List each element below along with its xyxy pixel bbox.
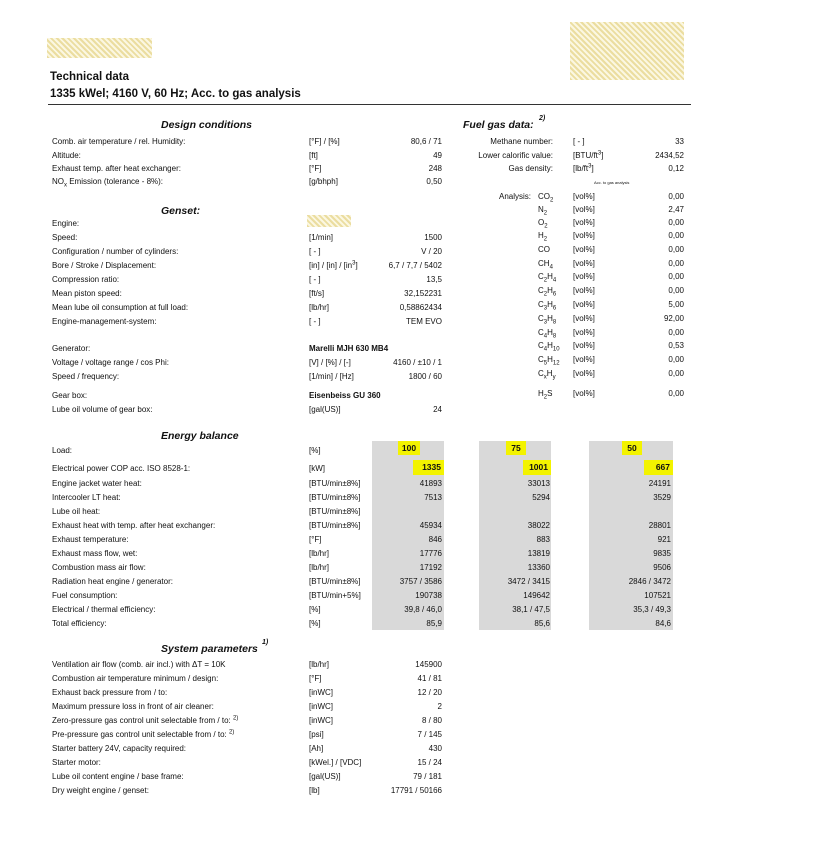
design-row-value: 0,50 xyxy=(426,177,442,186)
energy-row-value: 13819 xyxy=(527,549,550,558)
energy-heading: Energy balance xyxy=(161,430,239,442)
energy-row-value: 7513 xyxy=(424,493,442,502)
design-row-value: 80,6 / 71 xyxy=(410,137,442,146)
system-row-label: Combustion air temperature minimum / design: xyxy=(52,674,219,683)
power-value: 1001 xyxy=(523,460,551,475)
system-row-value: 7 / 145 xyxy=(417,730,442,739)
fuel-note: 2) xyxy=(539,115,546,122)
gas-component-unit: [vol%] xyxy=(573,341,595,350)
system-row-label: Exhaust back pressure from / to: xyxy=(52,688,168,697)
design-heading: Design conditions xyxy=(161,119,253,131)
energy-row-value: 3472 / 3415 xyxy=(507,577,550,586)
genset-row-label: Lube oil volume of gear box: xyxy=(52,405,153,414)
genset-row-label: Mean lube oil consumption at full load: xyxy=(52,303,189,312)
energy-row-value: 883 xyxy=(536,535,550,544)
genset-row-label: Compression ratio: xyxy=(52,275,120,284)
gas-component: $C_3H_8$ xyxy=(538,314,557,326)
energy-row-value: 35,3 / 49,3 xyxy=(633,605,671,614)
genset-row-label: Mean piston speed: xyxy=(52,289,122,298)
energy-row-value: 2846 / 3472 xyxy=(628,577,671,586)
design-row-unit: [°F] / [%] xyxy=(309,137,340,146)
fuel-row-value: 0,12 xyxy=(668,164,684,173)
genset-row-value: 4160 / ±10 / 1 xyxy=(393,358,442,367)
gas-component: $C_2H_4$ xyxy=(538,272,557,284)
fuel-row-label: Lower calorific value: xyxy=(478,151,553,160)
system-row-label: Zero-pressure gas control unit selectable from / to: $^{2)}$ xyxy=(52,715,239,725)
gas-component: $O_2$ xyxy=(538,218,548,230)
gas-component-unit: [vol%] xyxy=(573,192,595,201)
genset-row-label: Engine: xyxy=(52,219,80,228)
energy-row-value: 3529 xyxy=(653,493,671,502)
gas-component: $H_2$ xyxy=(538,231,548,243)
energy-row-unit: [BTU/min+5%] xyxy=(309,591,361,600)
energy-row-unit: [lb/hr] xyxy=(309,563,330,572)
gas-component-unit: [vol%] xyxy=(573,259,595,268)
system-row-value: 2 xyxy=(437,702,442,711)
system-row-unit: [gal(US)] xyxy=(309,772,341,781)
gas-component: $C_xH_y$ xyxy=(538,369,556,381)
energy-row-label: Engine jacket water heat: xyxy=(52,479,142,488)
gas-component: $C_2H_6$ xyxy=(538,286,557,298)
analysis-label: Analysis: xyxy=(499,192,532,201)
genset-row-unit: [lb/hr] xyxy=(309,303,330,312)
gas-component-value: 5,00 xyxy=(668,300,684,309)
gas-component: $CH_4$ xyxy=(538,259,553,271)
gas-component-unit: [vol%] xyxy=(573,231,595,240)
gas-component-unit: [vol%] xyxy=(573,205,595,214)
genset-row-unit: [ft/s] xyxy=(309,289,325,298)
system-row-value: 12 / 20 xyxy=(417,688,442,697)
gas-component: $H_2S$ xyxy=(538,389,553,401)
system-row-value: 15 / 24 xyxy=(417,758,442,767)
fuel-row-unit: [ - ] xyxy=(573,137,585,146)
gas-component-unit: [vol%] xyxy=(573,286,595,295)
genset-row-unit: [gal(US)] xyxy=(309,405,341,414)
energy-row-label: Total efficiency: xyxy=(52,619,107,628)
system-note: 1) xyxy=(262,639,269,646)
genset-row-unit: Marelli MJH 630 MB4 xyxy=(309,344,389,353)
design-row-unit: [ft] xyxy=(309,151,318,160)
gas-component-value: 92,00 xyxy=(663,314,684,323)
gas-component-value: 0,00 xyxy=(668,218,684,227)
page-subtitle: 1335 kWel; 4160 V, 60 Hz; Acc. to gas analysis xyxy=(50,88,301,100)
energy-row-label: Electrical / thermal efficiency: xyxy=(52,605,156,614)
gas-component: $N_2$ xyxy=(538,205,548,217)
energy-row-value: 84,6 xyxy=(655,619,671,628)
fuel-heading: Fuel gas data: xyxy=(463,119,534,131)
energy-row-label: Lube oil heat: xyxy=(52,507,101,516)
gas-component-value: 0,00 xyxy=(668,355,684,364)
system-row-unit: [kWel.] / [VDC] xyxy=(309,758,362,767)
gas-component: $C_4H_{10}$ xyxy=(538,341,560,353)
energy-row-value: 39,8 / 46,0 xyxy=(404,605,442,614)
system-row-unit: [Ah] xyxy=(309,744,324,753)
energy-row-value: 28801 xyxy=(648,521,671,530)
power-value: 667 xyxy=(644,460,673,475)
energy-row-value: 33013 xyxy=(527,479,550,488)
energy-row-unit: [°F] xyxy=(309,535,322,544)
design-row-label: $NO_x$ Emission (tolerance - 8%): xyxy=(52,177,164,189)
fuel-row-label: Gas density: xyxy=(508,164,553,173)
gas-component-unit: [vol%] xyxy=(573,389,595,398)
gas-component: $C_3H_6$ xyxy=(538,300,557,312)
fuel-row-value: 33 xyxy=(675,137,684,146)
system-row-unit: [lb] xyxy=(309,786,320,795)
system-row-label: Lube oil content engine / base frame: xyxy=(52,772,184,781)
system-row-unit: [psi] xyxy=(309,730,324,739)
system-row-unit: [inWC] xyxy=(309,702,333,711)
gas-component-unit: [vol%] xyxy=(573,314,595,323)
genset-row-unit: Eisenbeiss GU 360 xyxy=(309,391,381,400)
system-row-label: Ventilation air flow (comb. air incl.) with ΔT = 10K xyxy=(52,660,226,669)
energy-row-value: 3757 / 3586 xyxy=(399,577,442,586)
genset-row-label: Gear box: xyxy=(52,391,88,400)
system-row-unit: [lb/hr] xyxy=(309,660,330,669)
gas-component-value: 0,00 xyxy=(668,369,684,378)
gas-component-unit: [vol%] xyxy=(573,300,595,309)
energy-row-value: 38,1 / 47,5 xyxy=(512,605,550,614)
energy-row-value: 41893 xyxy=(419,479,442,488)
genset-row-value: 13,5 xyxy=(426,275,442,284)
energy-row-value: 149642 xyxy=(523,591,550,600)
genset-row-value: 24 xyxy=(433,405,442,414)
title-divider xyxy=(48,104,691,105)
genset-row-value: 32,152231 xyxy=(404,289,442,298)
genset-row-unit: [ - ] xyxy=(309,247,321,256)
design-row-label: Exhaust temp. after heat exchanger: xyxy=(52,164,181,173)
gas-component-value: 0,00 xyxy=(668,328,684,337)
system-row-label: Starter motor: xyxy=(52,758,101,767)
gas-component-unit: [vol%] xyxy=(573,328,595,337)
load-value: 50 xyxy=(622,441,642,455)
gas-component-value: 0,00 xyxy=(668,389,684,398)
power-value: 1335 xyxy=(413,460,444,475)
energy-row-value: 107521 xyxy=(644,591,671,600)
design-row-unit: [g/bhph] xyxy=(309,177,338,186)
genset-row-unit: [V] / [%] / [-] xyxy=(309,358,351,367)
genset-row-value: 1500 xyxy=(424,233,442,242)
energy-row-label: Radiation heat engine / generator: xyxy=(52,577,173,586)
engine-stamp xyxy=(307,215,351,227)
system-row-value: 79 / 181 xyxy=(413,772,442,781)
fuel-row-label: Methane number: xyxy=(490,137,553,146)
energy-row-label: Exhaust temperature: xyxy=(52,535,129,544)
system-row-value: 41 / 81 xyxy=(417,674,442,683)
energy-row-label: Exhaust heat with temp. after heat exchanger: xyxy=(52,521,216,530)
design-row-label: Comb. air temperature / rel. Humidity: xyxy=(52,137,186,146)
load-unit: [%] xyxy=(309,446,321,455)
system-row-label: Starter battery 24V, capacity required: xyxy=(52,744,186,753)
energy-row-value: 17192 xyxy=(419,563,442,572)
design-row-label: Altitude: xyxy=(52,151,81,160)
energy-row-label: Combustion mass air flow: xyxy=(52,563,146,572)
power-unit: [kW] xyxy=(309,464,325,473)
gas-component-value: 0,00 xyxy=(668,259,684,268)
energy-row-value: 13360 xyxy=(527,563,550,572)
energy-row-value: 38022 xyxy=(527,521,550,530)
gas-component-value: 0,00 xyxy=(668,272,684,281)
energy-row-unit: [%] xyxy=(309,605,321,614)
fuel-row-unit: $[lb/ft^3]$ xyxy=(573,163,594,173)
energy-row-value: 85,6 xyxy=(534,619,550,628)
fuel-small-note: Acc. to gas analysis xyxy=(594,180,630,185)
energy-row-value: 17776 xyxy=(419,549,442,558)
gas-component: $C_5H_{12}$ xyxy=(538,355,560,367)
design-row-value: 49 xyxy=(433,151,442,160)
system-row-value: 17791 / 50166 xyxy=(390,786,442,795)
energy-row-label: Intercooler LT heat: xyxy=(52,493,121,502)
gas-component-value: 0,00 xyxy=(668,192,684,201)
load-label: Load: xyxy=(52,446,73,455)
system-row-unit: [inWC] xyxy=(309,716,333,725)
genset-row-value: 1800 / 60 xyxy=(408,372,442,381)
fuel-row-unit: $[BTU/ft^3]$ xyxy=(573,150,604,160)
gas-component-value: 0,00 xyxy=(668,245,684,254)
energy-row-value: 190738 xyxy=(415,591,442,600)
genset-row-unit: $[in] / [in] / [in^3]$ xyxy=(309,260,358,270)
energy-row-value: 921 xyxy=(657,535,671,544)
genset-row-unit: [ - ] xyxy=(309,317,321,326)
page-title: Technical data xyxy=(50,71,130,83)
logo-stamp-right xyxy=(570,22,684,80)
energy-row-value: 9835 xyxy=(653,549,671,558)
system-row-value: 145900 xyxy=(415,660,442,669)
genset-row-value: TEM EVO xyxy=(405,317,442,326)
gas-component-value: 2,47 xyxy=(668,205,684,214)
energy-row-unit: [lb/hr] xyxy=(309,549,330,558)
energy-row-unit: [BTU/min±8%] xyxy=(309,493,361,502)
genset-row-label: Generator: xyxy=(52,344,91,353)
energy-row-value: 85,9 xyxy=(426,619,442,628)
gas-component-unit: [vol%] xyxy=(573,218,595,227)
system-row-unit: [inWC] xyxy=(309,688,333,697)
energy-row-unit: [%] xyxy=(309,619,321,628)
energy-row-unit: [BTU/min±8%] xyxy=(309,507,361,516)
gas-component-unit: [vol%] xyxy=(573,355,595,364)
gas-component-unit: [vol%] xyxy=(573,272,595,281)
genset-row-value: 6,7 / 7,7 / 5402 xyxy=(388,261,442,270)
system-row-label: Dry weight engine / genset: xyxy=(52,786,149,795)
energy-row-label: Exhaust mass flow, wet: xyxy=(52,549,138,558)
energy-row-unit: [BTU/min±8%] xyxy=(309,479,361,488)
load-value: 100 xyxy=(398,441,420,455)
energy-row-unit: [BTU/min±8%] xyxy=(309,521,361,530)
energy-row-value: 24191 xyxy=(648,479,671,488)
power-label: Electrical power COP acc. ISO 8528-1: xyxy=(52,464,191,473)
genset-row-label: Speed / frequency: xyxy=(52,372,120,381)
logo-stamp-left xyxy=(47,38,152,58)
genset-row-unit: [1/min] xyxy=(309,233,334,242)
system-heading: System parameters xyxy=(161,643,258,655)
system-row-unit: [°F] xyxy=(309,674,322,683)
genset-heading: Genset: xyxy=(161,205,201,217)
gas-component: CO xyxy=(538,245,550,254)
gas-component: $CO_2$ xyxy=(538,192,554,204)
energy-row-value: 5294 xyxy=(532,493,550,502)
genset-row-value: 0,58862434 xyxy=(399,303,442,312)
system-row-label: Pre-pressure gas control unit selectable from / to: $^{2)}$ xyxy=(52,729,235,739)
gas-component: $C_4H_8$ xyxy=(538,328,557,340)
energy-row-value: 45934 xyxy=(419,521,442,530)
gas-component-value: 0,53 xyxy=(668,341,684,350)
energy-row-value: 846 xyxy=(428,535,442,544)
energy-row-unit: [BTU/min±8%] xyxy=(309,577,361,586)
load-value: 75 xyxy=(506,441,526,455)
genset-row-unit: [ - ] xyxy=(309,275,321,284)
gas-component-value: 0,00 xyxy=(668,286,684,295)
gas-component-unit: [vol%] xyxy=(573,245,595,254)
genset-row-label: Engine-management-system: xyxy=(52,317,157,326)
system-row-label: Maximum pressure loss in front of air cleaner: xyxy=(52,702,214,711)
genset-row-label: Speed: xyxy=(52,233,78,242)
energy-row-label: Fuel consumption: xyxy=(52,591,118,600)
gas-component-unit: [vol%] xyxy=(573,369,595,378)
system-row-value: 8 / 80 xyxy=(421,716,442,725)
fuel-row-value: 2434,52 xyxy=(655,151,684,160)
design-row-value: 248 xyxy=(428,164,442,173)
genset-row-value: V / 20 xyxy=(421,247,442,256)
gas-component-value: 0,00 xyxy=(668,231,684,240)
energy-row-value: 9506 xyxy=(653,563,671,572)
genset-row-unit: [1/min] / [Hz] xyxy=(309,372,354,381)
genset-row-label: Voltage / voltage range / cos Phi: xyxy=(52,358,169,367)
system-row-value: 430 xyxy=(428,744,442,753)
genset-row-label: Configuration / number of cylinders: xyxy=(52,247,179,256)
design-row-unit: [°F] xyxy=(309,164,322,173)
genset-row-label: Bore / Stroke / Displacement: xyxy=(52,261,157,270)
